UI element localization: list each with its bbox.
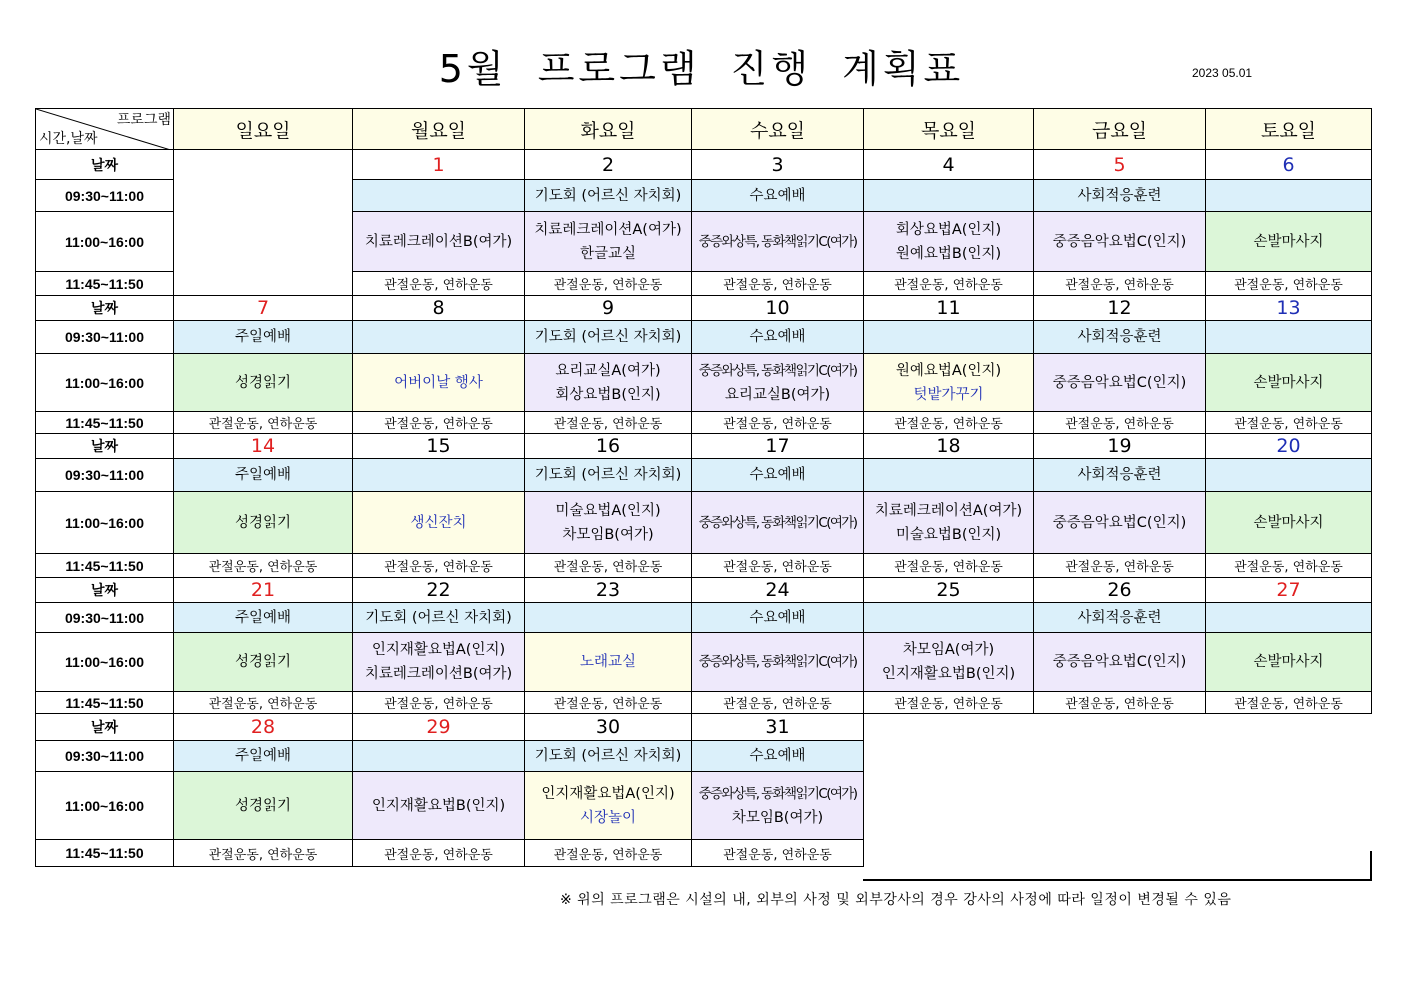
activity-cell: 기도회 (어르신 자치회) bbox=[525, 459, 692, 492]
activity-cell bbox=[864, 180, 1034, 212]
week2-date-row bbox=[36, 296, 1372, 321]
activity-cell bbox=[1206, 180, 1372, 212]
date-cell: 31 bbox=[692, 714, 864, 741]
row-label-date: 날짜 bbox=[36, 296, 174, 321]
row-label-exercise: 11:45~11:50 bbox=[36, 554, 174, 578]
exercise-cell: 관절운동, 연하운동 bbox=[353, 840, 525, 867]
date-cell: 13 bbox=[1206, 296, 1372, 321]
activity-cell: 수요예배 bbox=[692, 459, 864, 492]
day-header-sun: 일요일 bbox=[174, 109, 353, 150]
week3-main-row bbox=[36, 492, 1372, 554]
row-label-morning: 09:30~11:00 bbox=[36, 180, 174, 212]
activity-cell: 수요예배 bbox=[692, 741, 864, 772]
row-label-date: 날짜 bbox=[36, 434, 174, 459]
week4-date-row bbox=[36, 578, 1372, 603]
date-cell: 25 bbox=[864, 578, 1034, 603]
activity-cell bbox=[353, 459, 525, 492]
exercise-cell: 관절운동, 연하운동 bbox=[692, 554, 864, 578]
activity-cell bbox=[353, 321, 525, 354]
date-cell: 29 bbox=[353, 714, 525, 741]
date-cell: 18 bbox=[864, 434, 1034, 459]
date-cell: 20 bbox=[1206, 434, 1372, 459]
activity-text: 한글교실 bbox=[579, 245, 637, 262]
week2-morning-row bbox=[36, 321, 1372, 354]
activity-text: 원예요법B(인지) bbox=[895, 245, 1002, 262]
activity-text: 치료레크레이션B(여가) bbox=[364, 233, 513, 250]
exercise-cell: 관절운동, 연하운동 bbox=[1034, 412, 1206, 434]
activity-text: 요리교실A(여가) bbox=[555, 362, 661, 379]
exercise-cell: 관절운동, 연하운동 bbox=[525, 692, 692, 714]
exercise-cell: 관절운동, 연하운동 bbox=[1034, 554, 1206, 578]
row-label-main: 11:00~16:00 bbox=[36, 492, 174, 554]
exercise-cell: 관절운동, 연하운동 bbox=[864, 692, 1034, 714]
activity-cell: 사회적응훈련 bbox=[1034, 180, 1206, 212]
date-cell: 9 bbox=[525, 296, 692, 321]
activity-cell: 손발마사지 bbox=[1206, 492, 1372, 554]
day-header-wed: 수요일 bbox=[692, 109, 864, 150]
date-cell: 23 bbox=[525, 578, 692, 603]
exercise-cell: 관절운동, 연하운동 bbox=[692, 692, 864, 714]
activity-cell: 기도회 (어르신 자치회) bbox=[525, 741, 692, 772]
activity-cell bbox=[692, 354, 864, 412]
activity-cell: 생신잔치 bbox=[353, 492, 525, 554]
exercise-cell: 관절운동, 연하운동 bbox=[174, 412, 353, 434]
activity-cell: 중증음악요법C(인지) bbox=[1034, 492, 1206, 554]
week5-date-row bbox=[36, 714, 1372, 741]
activity-cell: 중증음악요법C(인지) bbox=[1034, 354, 1206, 412]
date-cell: 28 bbox=[174, 714, 353, 741]
exercise-cell: 관절운동, 연하운동 bbox=[353, 692, 525, 714]
activity-cell: 중증와상특, 동화책읽기C(여가) bbox=[692, 212, 864, 272]
page-title: 5월 프로그램 진행 계획표 bbox=[438, 47, 965, 91]
activity-cell: 중증음악요법C(인지) bbox=[1034, 633, 1206, 692]
exercise-cell: 관절운동, 연하운동 bbox=[1206, 692, 1372, 714]
activity-text: 인지재활요법B(인지) bbox=[881, 666, 1016, 682]
activity-cell: 수요예배 bbox=[692, 603, 864, 633]
date-cell: 12 bbox=[1034, 296, 1206, 321]
week1-date-row bbox=[36, 150, 1372, 180]
date-cell: 15 bbox=[353, 434, 525, 459]
date-cell: 7 bbox=[174, 296, 353, 321]
week4-main-row bbox=[36, 633, 1372, 692]
exercise-cell: 관절운동, 연하운동 bbox=[525, 554, 692, 578]
exercise-cell: 관절운동, 연하운동 bbox=[864, 412, 1034, 434]
activity-cell bbox=[525, 212, 692, 272]
activity-cell: 어버이날 행사 bbox=[353, 354, 525, 412]
activity-cell: 기도회 (어르신 자치회) bbox=[525, 321, 692, 354]
activity-cell bbox=[864, 212, 1034, 272]
date-cell: 27 bbox=[1206, 578, 1372, 603]
date-cell: 26 bbox=[1034, 578, 1206, 603]
row-label-main: 11:00~16:00 bbox=[36, 633, 174, 692]
row-label-exercise: 11:45~11:50 bbox=[36, 412, 174, 434]
row-label-morning: 09:30~11:00 bbox=[36, 741, 174, 772]
activity-cell: 손발마사지 bbox=[1206, 354, 1372, 412]
activity-cell bbox=[864, 603, 1034, 633]
row-label-date: 날짜 bbox=[36, 150, 174, 180]
row-label-morning: 09:30~11:00 bbox=[36, 459, 174, 492]
activity-cell bbox=[864, 459, 1034, 492]
activity-cell: 성경읽기 bbox=[174, 492, 353, 554]
activity-text: 원예요법A(인지) bbox=[895, 362, 1002, 379]
exercise-cell: 관절운동, 연하운동 bbox=[692, 840, 864, 867]
activity-cell bbox=[1206, 459, 1372, 492]
exercise-cell: 관절운동, 연하운동 bbox=[1206, 412, 1372, 434]
activity-text: 중증와상특, 동화책읽기C(여가) bbox=[698, 785, 857, 802]
activity-text: 차모임A(여가) bbox=[902, 642, 995, 658]
date-cell: 14 bbox=[174, 434, 353, 459]
activity-cell: 수요예배 bbox=[692, 180, 864, 212]
row-label-exercise: 11:45~11:50 bbox=[36, 692, 174, 714]
activity-cell bbox=[864, 492, 1034, 554]
activity-text: 요리교실B(여가) bbox=[724, 386, 831, 403]
activity-text: 회상요법B(인지) bbox=[555, 386, 661, 403]
activity-text: 치료레크레이션A(여가) bbox=[534, 221, 682, 238]
activity-cell: 사회적응훈련 bbox=[1034, 459, 1206, 492]
activity-cell bbox=[1206, 603, 1372, 633]
corner-header bbox=[36, 109, 174, 150]
date-cell: 6 bbox=[1206, 150, 1372, 180]
date-cell: 4 bbox=[864, 150, 1034, 180]
activity-cell: 중증음악요법C(인지) bbox=[1034, 212, 1206, 272]
activity-cell bbox=[525, 354, 692, 412]
date-cell: 16 bbox=[525, 434, 692, 459]
corner-program-label: 프로그램 bbox=[116, 112, 171, 128]
week2-exercise-row bbox=[36, 412, 1372, 434]
schedule-table bbox=[35, 108, 1372, 867]
exercise-cell: 관절운동, 연하운동 bbox=[1206, 554, 1372, 578]
activity-cell bbox=[864, 633, 1034, 692]
table-outer-border bbox=[863, 851, 1372, 881]
exercise-cell: 관절운동, 연하운동 bbox=[525, 840, 692, 867]
footnote: ※ 위의 프로그램은 시설의 내, 외부의 사정 및 외부강사의 경우 강사의 사정에 따라 일정이 변경될 수 있음 bbox=[560, 892, 1232, 908]
activity-cell bbox=[1206, 321, 1372, 354]
activity-text: 인지재활요법A(인지) bbox=[371, 642, 506, 658]
day-header-mon: 월요일 bbox=[353, 109, 525, 150]
activity-cell: 손발마사지 bbox=[1206, 212, 1372, 272]
exercise-cell: 관절운동, 연하운동 bbox=[525, 412, 692, 434]
row-label-exercise: 11:45~11:50 bbox=[36, 272, 174, 296]
activity-text: 차모임B(여가) bbox=[562, 526, 654, 543]
activity-cell: 성경읽기 bbox=[174, 633, 353, 692]
activity-cell bbox=[353, 180, 525, 212]
date-cell: 21 bbox=[174, 578, 353, 603]
date-cell: 1 bbox=[353, 150, 525, 180]
date-cell: 11 bbox=[864, 296, 1034, 321]
activity-text: 텃밭가꾸기 bbox=[913, 386, 984, 403]
exercise-cell: 관절운동, 연하운동 bbox=[692, 412, 864, 434]
activity-cell: 성경읽기 bbox=[174, 772, 353, 840]
week4-exercise-row bbox=[36, 692, 1372, 714]
activity-text: 중증와상특, 동화책읽기C(여가) bbox=[698, 362, 857, 379]
document-date: 2023 05.01 bbox=[1192, 66, 1253, 80]
activity-cell bbox=[353, 633, 525, 692]
activity-cell bbox=[353, 212, 525, 272]
activity-cell: 주일예배 bbox=[174, 603, 353, 633]
row-label-main: 11:00~16:00 bbox=[36, 354, 174, 412]
exercise-cell: 관절운동, 연하운동 bbox=[174, 692, 353, 714]
date-cell: 30 bbox=[525, 714, 692, 741]
activity-text: 미술요법B(인지) bbox=[895, 526, 1002, 543]
activity-cell: 인지재활요법B(인지) bbox=[353, 772, 525, 840]
activity-cell bbox=[864, 354, 1034, 412]
exercise-cell: 관절운동, 연하운동 bbox=[864, 272, 1034, 296]
row-label-morning: 09:30~11:00 bbox=[36, 321, 174, 354]
day-header-thu: 목요일 bbox=[864, 109, 1034, 150]
activity-cell: 사회적응훈련 bbox=[1034, 321, 1206, 354]
exercise-cell: 관절운동, 연하운동 bbox=[864, 554, 1034, 578]
activity-cell: 수요예배 bbox=[692, 321, 864, 354]
exercise-cell: 관절운동, 연하운동 bbox=[1206, 272, 1372, 296]
activity-cell bbox=[525, 492, 692, 554]
exercise-cell: 관절운동, 연하운동 bbox=[174, 840, 353, 867]
exercise-cell: 관절운동, 연하운동 bbox=[525, 272, 692, 296]
day-header-sat: 토요일 bbox=[1206, 109, 1372, 150]
blank-area bbox=[864, 714, 1372, 867]
date-cell: 24 bbox=[692, 578, 864, 603]
activity-cell bbox=[525, 772, 692, 840]
row-label-date: 날짜 bbox=[36, 578, 174, 603]
empty-cell bbox=[174, 150, 353, 296]
date-cell: 22 bbox=[353, 578, 525, 603]
day-header-tue: 화요일 bbox=[525, 109, 692, 150]
activity-cell: 주일예배 bbox=[174, 321, 353, 354]
date-cell: 3 bbox=[692, 150, 864, 180]
corner-time-date-label: 시간,날짜 bbox=[39, 131, 98, 147]
activity-text: 차모임B(여가) bbox=[731, 809, 824, 826]
row-label-date: 날짜 bbox=[36, 714, 174, 741]
row-label-exercise: 11:45~11:50 bbox=[36, 840, 174, 867]
exercise-cell: 관절운동, 연하운동 bbox=[353, 554, 525, 578]
exercise-cell: 관절운동, 연하운동 bbox=[692, 272, 864, 296]
header-row bbox=[36, 109, 1372, 150]
activity-text: 회상요법A(인지) bbox=[895, 221, 1002, 238]
activity-cell: 기도회 (어르신 자치회) bbox=[353, 603, 525, 633]
activity-cell bbox=[864, 321, 1034, 354]
activity-text: 미술요법A(인지) bbox=[555, 502, 661, 519]
activity-cell bbox=[353, 741, 525, 772]
activity-text: 인지재활요법A(인지) bbox=[541, 785, 675, 802]
activity-cell: 중증와상특, 동화책읽기C(여가) bbox=[692, 633, 864, 692]
exercise-cell: 관절운동, 연하운동 bbox=[1034, 272, 1206, 296]
week3-exercise-row bbox=[36, 554, 1372, 578]
activity-text: 시장놀이 bbox=[579, 809, 637, 826]
activity-cell: 주일예배 bbox=[174, 741, 353, 772]
activity-cell: 성경읽기 bbox=[174, 354, 353, 412]
day-header-fri: 금요일 bbox=[1034, 109, 1206, 150]
date-cell: 10 bbox=[692, 296, 864, 321]
row-label-main: 11:00~16:00 bbox=[36, 772, 174, 840]
exercise-cell: 관절운동, 연하운동 bbox=[353, 272, 525, 296]
activity-text: 치료레크레이션B(여가) bbox=[364, 666, 513, 682]
activity-cell bbox=[692, 772, 864, 840]
activity-text: 치료레크레이션A(여가) bbox=[874, 502, 1023, 519]
date-cell: 2 bbox=[525, 150, 692, 180]
date-cell: 8 bbox=[353, 296, 525, 321]
exercise-cell: 관절운동, 연하운동 bbox=[174, 554, 353, 578]
activity-cell: 노래교실 bbox=[525, 633, 692, 692]
row-label-main: 11:00~16:00 bbox=[36, 212, 174, 272]
date-cell: 19 bbox=[1034, 434, 1206, 459]
exercise-cell: 관절운동, 연하운동 bbox=[353, 412, 525, 434]
row-label-morning: 09:30~11:00 bbox=[36, 603, 174, 633]
activity-cell: 중증와상특, 동화책읽기C(여가) bbox=[692, 492, 864, 554]
activity-cell: 주일예배 bbox=[174, 459, 353, 492]
activity-cell bbox=[525, 603, 692, 633]
week3-date-row bbox=[36, 434, 1372, 459]
activity-cell: 사회적응훈련 bbox=[1034, 603, 1206, 633]
date-cell: 5 bbox=[1034, 150, 1206, 180]
activity-cell: 손발마사지 bbox=[1206, 633, 1372, 692]
date-cell: 17 bbox=[692, 434, 864, 459]
week2-main-row bbox=[36, 354, 1372, 412]
week4-morning-row bbox=[36, 603, 1372, 633]
exercise-cell: 관절운동, 연하운동 bbox=[1034, 692, 1206, 714]
activity-cell: 기도회 (어르신 자치회) bbox=[525, 180, 692, 212]
week3-morning-row bbox=[36, 459, 1372, 492]
